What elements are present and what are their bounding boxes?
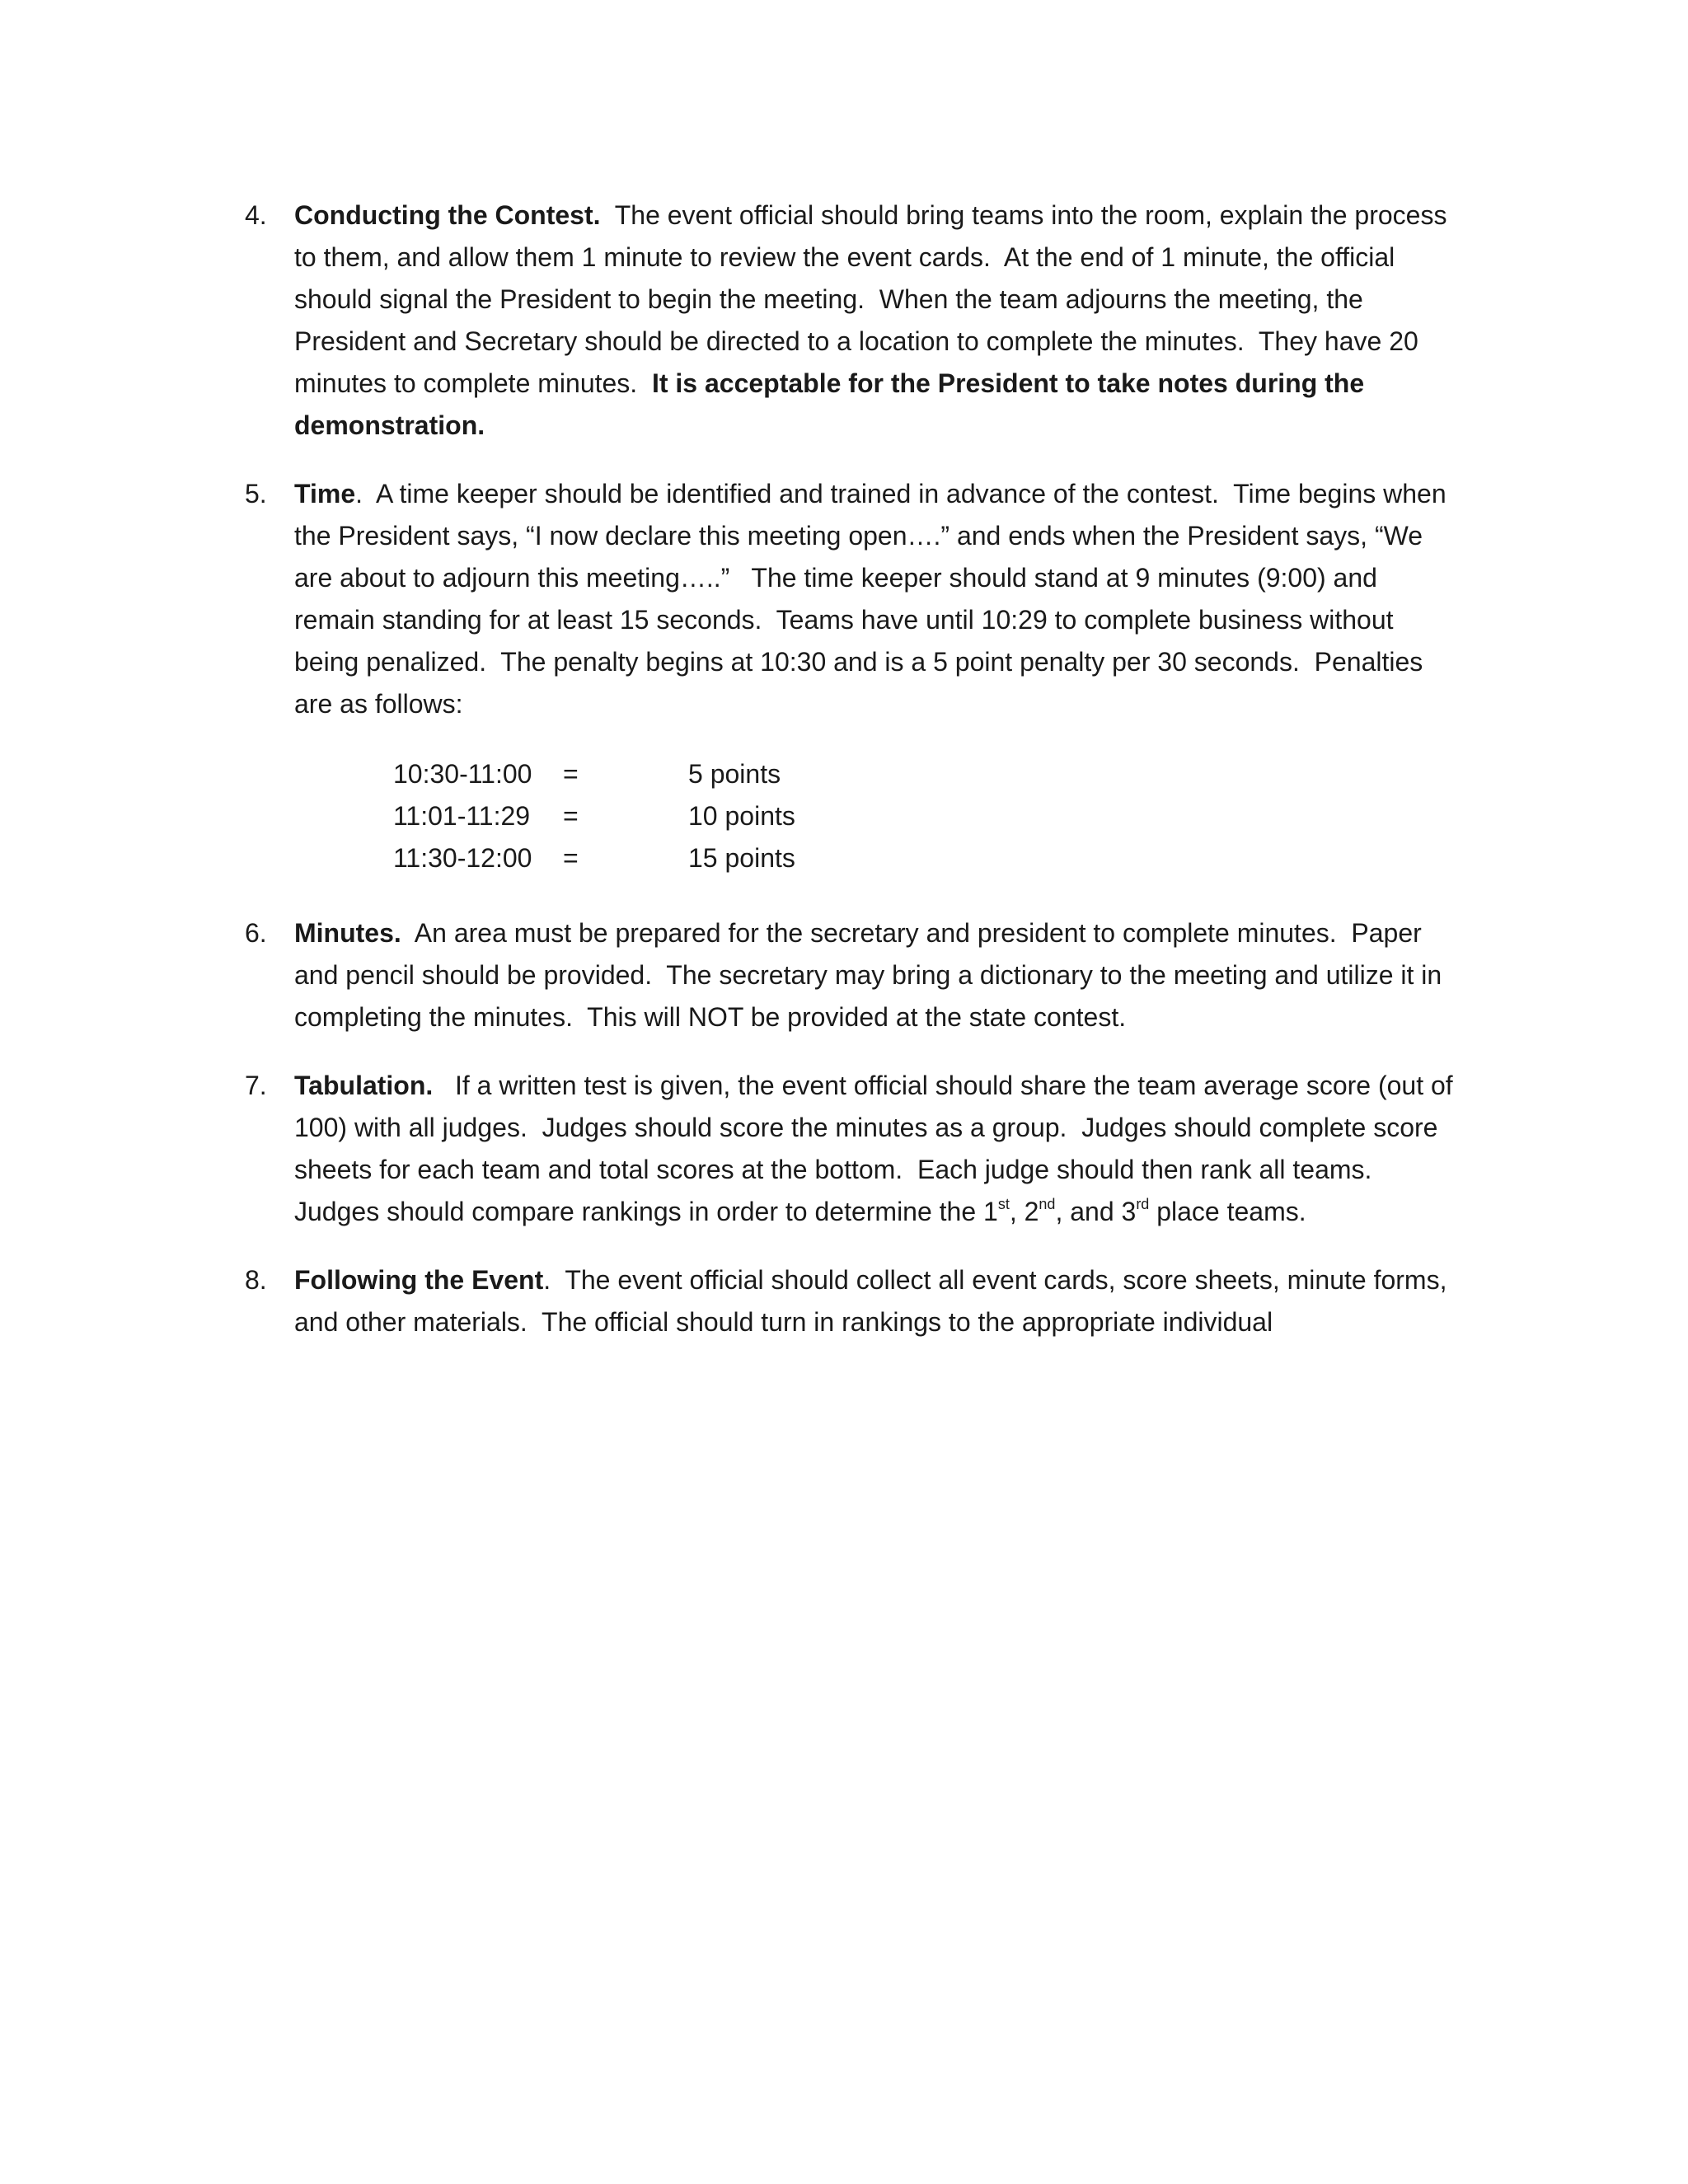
item-number: 5. — [245, 479, 267, 509]
item-number: 7. — [245, 1071, 267, 1100]
item-body: . A time keeper should be identified and trained in advance of the contest. Time begins when the President says, “I now declare this meeting open….” and ends when the President says, “We are about to adjourn this meeting…..” The time keeper should stand at 9 minutes (9:00) and remain standing for at least 15 seconds. Teams have until 10:29 to complete business without being penalized. The penalty begins at 10:30 and is a 5 point penalty per 30 seconds. Penalties are as follows: — [294, 479, 1454, 719]
item-heading: Time — [294, 479, 356, 509]
item-heading: Following the Event — [294, 1265, 544, 1295]
penalty-equals: = — [563, 759, 579, 789]
penalty-range: 10:30-11:00 — [393, 759, 532, 789]
item-body: place teams. — [1149, 1197, 1306, 1226]
list-item-time — [245, 473, 1465, 879]
penalty-points: 5 points — [688, 759, 781, 789]
penalty-row — [393, 795, 853, 837]
item-number: 4. — [245, 200, 267, 230]
ordinal-suffix: rd — [1136, 1196, 1150, 1213]
item-body: If a written test is given, the event official should share the team average score (out of 100) with all judges. Judges should score the minutes as a group. Judges should complete score sheets for each team and total scores at the bottom. Each judge should then rank all teams. Judges should compare rankings in order to determine the 1 — [294, 1071, 1461, 1226]
list-item-minutes — [245, 912, 1465, 1038]
item-body: The event official should bring teams into the room, explain the process to them, and allow them 1 minute to review the event cards. At the end of 1 minute, the official should signal the President to begin the meeting. When the team adjourns the meeting, the President and Secretary should be directed to a location to complete the minutes. They have 20 minutes to complete minutes. — [294, 200, 1455, 398]
item-number: 8. — [245, 1265, 267, 1295]
penalty-range: 11:30-12:00 — [393, 843, 532, 873]
item-body: An area must be prepared for the secretary and president to complete minutes. Paper and pencil should be provided. The secretary may bring a dictionary to the meeting and utilize it in completing the minutes. This will NOT be provided at the state contest. — [294, 918, 1450, 1032]
ordinal-suffix: st — [997, 1196, 1010, 1213]
penalty-row — [393, 837, 853, 879]
list-item-tabulation — [245, 1065, 1465, 1233]
item-number: 6. — [245, 918, 267, 948]
penalty-points: 10 points — [688, 801, 795, 831]
ordinal-suffix: nd — [1039, 1196, 1056, 1213]
item-body: , 2 — [1009, 1197, 1039, 1226]
list-item-conducting-contest — [245, 194, 1465, 447]
penalty-range: 11:01-11:29 — [393, 801, 531, 831]
item-heading: Tabulation. — [294, 1071, 434, 1100]
item-body: . The event official should collect all event cards, score sheets, minute forms, and other materials. The official should turn in rankings to the appropriate individual — [294, 1265, 1455, 1337]
penalty-equals: = — [563, 801, 579, 831]
penalty-row — [393, 753, 853, 795]
item-heading: Minutes. — [294, 918, 401, 948]
penalty-points: 15 points — [688, 843, 795, 873]
penalty-equals: = — [563, 843, 579, 873]
item-heading: Conducting the Contest. — [294, 200, 601, 230]
item-bold-note: It is acceptable for the President to take notes during the demonstration. — [294, 368, 1365, 440]
list-item-following-event — [245, 1259, 1465, 1343]
penalty-table — [393, 753, 853, 879]
item-body: , and 3 — [1055, 1197, 1137, 1226]
instruction-list — [0, 194, 1688, 1370]
